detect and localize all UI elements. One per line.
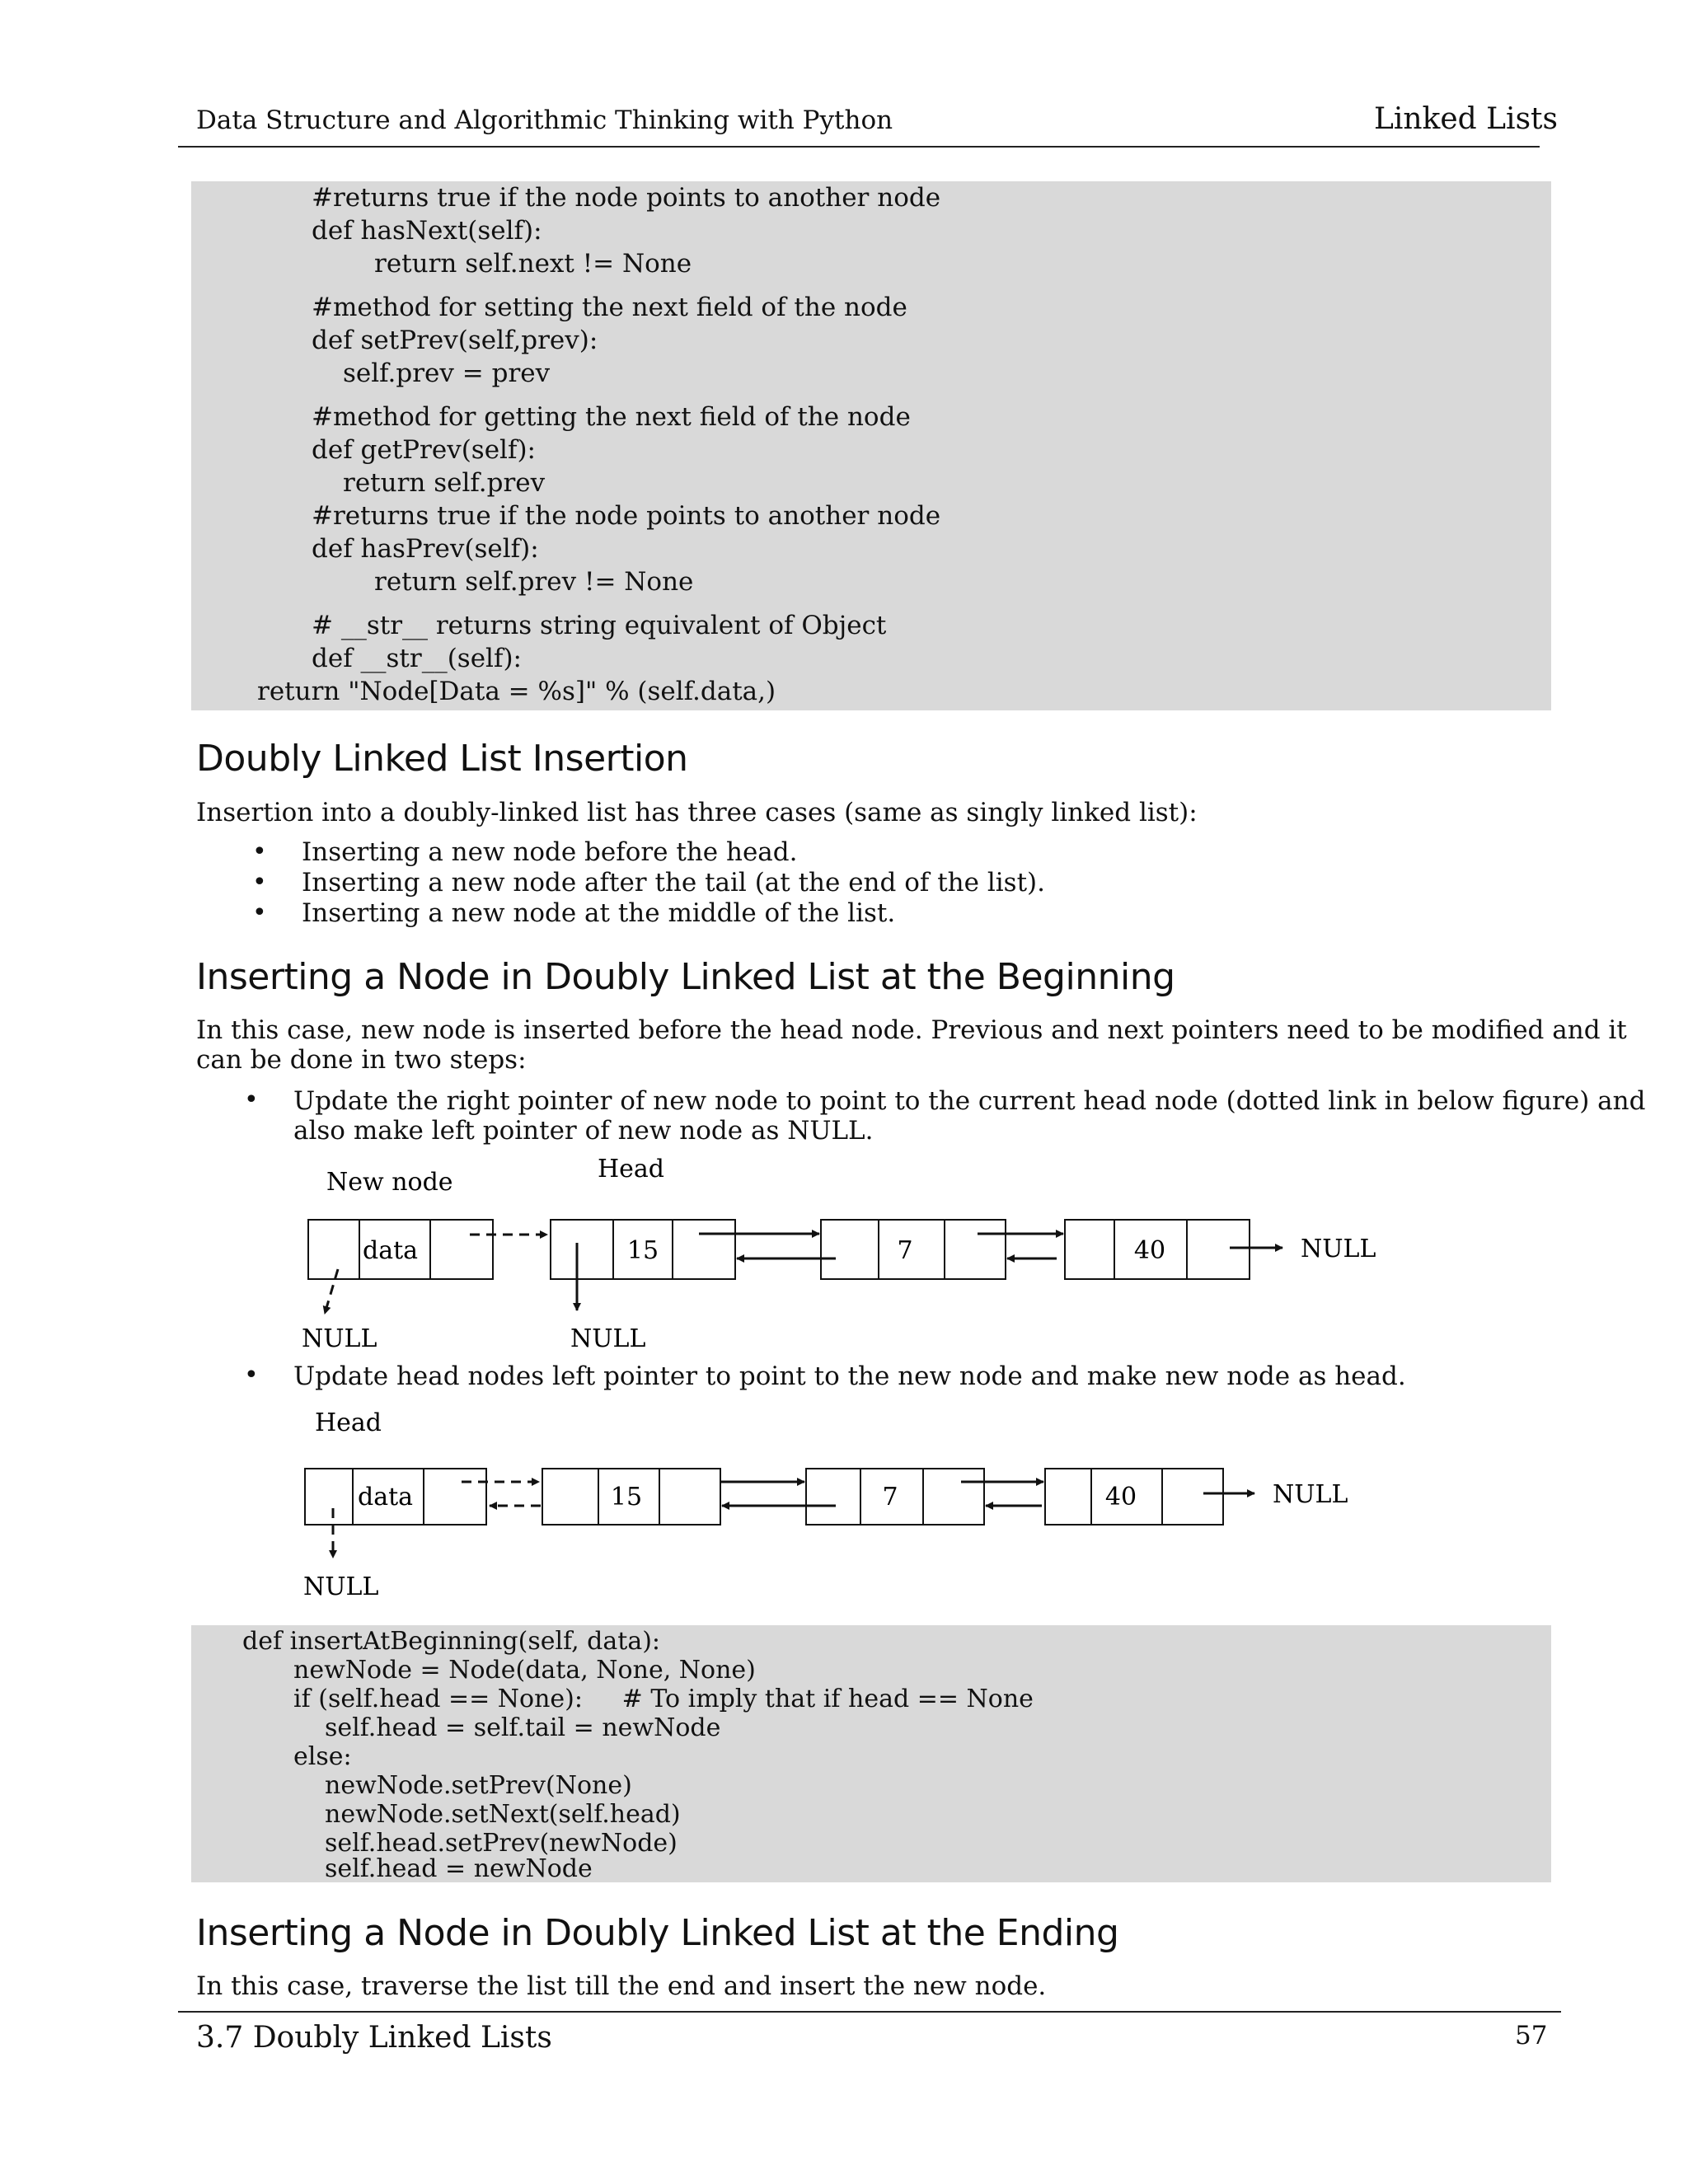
bullet-icon: • <box>244 1361 259 1390</box>
code-line: def hasNext(self): <box>312 216 542 246</box>
code-line: newNode.setPrev(None) <box>325 1771 632 1800</box>
code-line: def hasPrev(self): <box>312 534 539 564</box>
null-label: NULL <box>302 1324 377 1353</box>
insert-beginning-intro-line2: can be done in two steps: <box>196 1045 527 1075</box>
code-line: if (self.head == None): # To imply that if head == None <box>293 1685 1034 1713</box>
code-block-node-methods <box>191 181 1551 710</box>
new-node-data: data <box>363 1236 419 1265</box>
new-node-label: New node <box>326 1168 453 1197</box>
head-label: Head <box>315 1408 382 1437</box>
bullet-icon: • <box>252 837 267 866</box>
code-line: newNode = Node(data, None, None) <box>293 1656 756 1685</box>
null-label: NULL <box>1273 1480 1348 1509</box>
step1-text-line1: Update the right pointer of new node to point to the current head node (dotted link in below figure) and <box>293 1086 1646 1116</box>
code-line: newNode.setNext(self.head) <box>325 1800 681 1829</box>
code-line: self.head = newNode <box>325 1854 593 1883</box>
node-value: 7 <box>882 1483 898 1511</box>
code-line: self.head = self.tail = newNode <box>325 1713 721 1742</box>
code-line: #returns true if the node points to another node <box>312 501 941 531</box>
null-label: NULL <box>570 1324 646 1353</box>
running-header-chapter: Linked Lists <box>1373 102 1558 136</box>
null-label: NULL <box>1301 1235 1376 1263</box>
step1-text-line2: also make left pointer of new node as NULL. <box>293 1116 874 1146</box>
code-line: return "Node[Data = %s]" % (self.data,) <box>257 677 776 706</box>
code-line: return self.prev <box>343 468 546 498</box>
bullet-icon: • <box>244 1085 259 1114</box>
code-line: def insertAtBeginning(self, data): <box>242 1627 661 1656</box>
null-label: NULL <box>303 1572 379 1601</box>
insert-beginning-intro-line1: In this case, new node is inserted before the head node. Previous and next pointers need to be modified and it <box>196 1015 1627 1045</box>
code-line: #method for getting the next field of the node <box>312 402 911 432</box>
footer-section: 3.7 Doubly Linked Lists <box>196 2021 552 2055</box>
dotted-prev-null-arrow <box>325 1269 338 1314</box>
code-line: return self.next != None <box>374 249 692 279</box>
node-7 <box>821 1220 1006 1279</box>
header-rule <box>178 146 1540 148</box>
insert-ending-intro: In this case, traverse the list till the end and insert the new node. <box>196 1971 1047 2001</box>
section-heading-insert-beginning: Inserting a Node in Doubly Linked List at the Beginning <box>196 956 1175 998</box>
code-line: def __str__(self): <box>312 644 522 673</box>
section-heading-insert-ending: Inserting a Node in Doubly Linked List at the Ending <box>196 1912 1119 1954</box>
list-item: Inserting a new node at the middle of the list. <box>302 898 896 928</box>
insertion-intro: Insertion into a doubly-linked list has three cases (same as singly linked list): <box>196 798 1198 827</box>
step2-text: Update head nodes left pointer to point to the new node and make new node as head. <box>293 1361 1406 1391</box>
section-heading-insertion: Doubly Linked List Insertion <box>196 738 688 780</box>
diagram-step2 <box>0 1393 1688 1615</box>
running-header-title: Data Structure and Algorithmic Thinking with Python <box>196 105 893 135</box>
head-label: Head <box>598 1155 665 1183</box>
node-value: 15 <box>610 1483 643 1511</box>
node-value: 15 <box>626 1236 659 1265</box>
code-block-insert-at-beginning <box>191 1625 1551 1882</box>
list-item: Inserting a new node after the tail (at the end of the list). <box>302 868 1045 898</box>
code-line: self.prev = prev <box>343 359 551 388</box>
new-node-data: data <box>358 1483 414 1511</box>
code-line: # __str__ returns string equivalent of Object <box>312 611 887 640</box>
code-line: #returns true if the node points to another node <box>312 183 941 213</box>
code-line: self.head.setPrev(newNode) <box>325 1829 678 1858</box>
code-line: return self.prev != None <box>374 567 694 597</box>
node-value: 40 <box>1104 1483 1137 1511</box>
bullet-icon: • <box>252 898 267 927</box>
bullet-icon: • <box>252 868 267 897</box>
code-line: def getPrev(self): <box>312 435 536 465</box>
diagram-step1 <box>0 1137 1688 1360</box>
node-value: 7 <box>897 1236 913 1265</box>
page-number: 57 <box>1515 2021 1548 2050</box>
code-line: else: <box>293 1742 352 1771</box>
list-item: Inserting a new node before the head. <box>302 837 798 867</box>
footer-rule <box>178 2011 1561 2013</box>
node-value: 40 <box>1133 1236 1166 1265</box>
code-line: def setPrev(self,prev): <box>312 326 598 355</box>
code-line: #method for setting the next field of the node <box>312 293 907 322</box>
